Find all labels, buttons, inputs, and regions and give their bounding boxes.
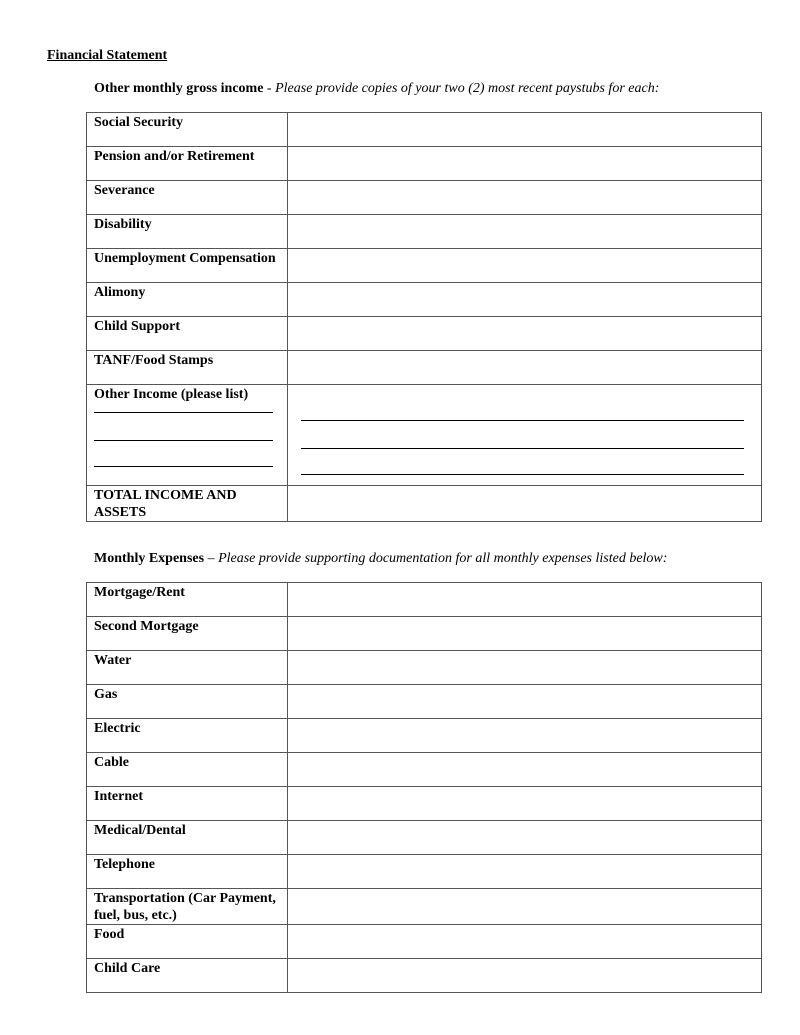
expense-row-value[interactable] (288, 583, 762, 617)
table-row (87, 181, 762, 215)
table-row (87, 351, 762, 385)
total-row (87, 486, 762, 522)
income-row-label: Pension and/or Retirement (87, 147, 288, 181)
income-table (86, 112, 762, 522)
expense-row-label: Food (87, 925, 288, 959)
income-row-value[interactable] (288, 249, 762, 283)
income-row-value[interactable] (288, 283, 762, 317)
expense-row-value[interactable] (288, 787, 762, 821)
table-row (87, 889, 762, 925)
expenses-heading-separator: – (204, 551, 219, 566)
income-row-value[interactable] (288, 181, 762, 215)
table-row (87, 617, 762, 651)
expenses-heading-label: Monthly Expenses (94, 551, 205, 566)
page-title: Financial Statement (47, 48, 168, 63)
expense-row-label: Internet (87, 787, 288, 821)
other-income-amount-cell (288, 385, 762, 486)
expense-row-value[interactable] (288, 719, 762, 753)
income-row-value[interactable] (288, 215, 762, 249)
table-row (87, 821, 762, 855)
expense-row-value[interactable] (288, 925, 762, 959)
other-income-label: Other Income (please list) (94, 387, 249, 402)
table-row (87, 925, 762, 959)
table-row (87, 651, 762, 685)
expense-row-label: Electric (87, 719, 288, 753)
expense-row-label: Water (87, 651, 288, 685)
income-row-label: Disability (87, 215, 288, 249)
expense-row-label: Transportation (Car Payment, fuel, bus, etc.) (87, 889, 288, 925)
expenses-table (86, 582, 762, 993)
expense-row-value[interactable] (288, 617, 762, 651)
other-income-cell (87, 385, 288, 486)
other-income-row (87, 385, 762, 486)
income-row-label: Severance (87, 181, 288, 215)
table-row (87, 753, 762, 787)
income-heading-instructions: Please provide copies of your two (2) most recent paystubs for each: (275, 81, 660, 96)
table-row (87, 215, 762, 249)
income-row-value[interactable] (288, 351, 762, 385)
income-heading-separator: - (263, 81, 276, 96)
expense-row-label: Medical/Dental (87, 821, 288, 855)
income-row-label: Child Support (87, 317, 288, 351)
table-row (87, 787, 762, 821)
table-row (87, 959, 762, 993)
expense-row-label: Second Mortgage (87, 617, 288, 651)
table-row (87, 855, 762, 889)
income-row-label: Social Security (87, 113, 288, 147)
income-row-value[interactable] (288, 113, 762, 147)
total-income-label: TOTAL INCOME AND ASSETS (87, 486, 288, 522)
table-row (87, 317, 762, 351)
expenses-section-heading (94, 551, 667, 567)
table-row (87, 583, 762, 617)
table-row (87, 249, 762, 283)
table-row (87, 147, 762, 181)
table-row (87, 283, 762, 317)
income-row-label: TANF/Food Stamps (87, 351, 288, 385)
expense-row-value[interactable] (288, 889, 762, 925)
table-row (87, 113, 762, 147)
other-income-amount-line[interactable] (301, 420, 744, 421)
expense-row-value[interactable] (288, 855, 762, 889)
other-income-blank-line[interactable] (94, 412, 273, 413)
total-income-value[interactable] (288, 486, 762, 522)
expense-row-label: Cable (87, 753, 288, 787)
expense-row-value[interactable] (288, 685, 762, 719)
other-income-amount-line[interactable] (301, 448, 744, 449)
income-row-label: Unemployment Compensation (87, 249, 288, 283)
expense-row-label: Mortgage/Rent (87, 583, 288, 617)
expenses-heading-instructions: Please provide supporting documentation for all monthly expenses listed below: (218, 551, 668, 566)
other-income-amount-line[interactable] (301, 474, 744, 475)
other-income-blank-line[interactable] (94, 466, 273, 467)
expense-row-label: Gas (87, 685, 288, 719)
expense-row-label: Child Care (87, 959, 288, 993)
expense-row-label: Telephone (87, 855, 288, 889)
income-row-value[interactable] (288, 317, 762, 351)
income-section-heading (94, 81, 659, 97)
table-row (87, 685, 762, 719)
table-row (87, 719, 762, 753)
income-heading-label: Other monthly gross income (94, 81, 264, 96)
expense-row-value[interactable] (288, 959, 762, 993)
expense-row-value[interactable] (288, 651, 762, 685)
income-row-label: Alimony (87, 283, 288, 317)
expense-row-value[interactable] (288, 753, 762, 787)
expense-row-value[interactable] (288, 821, 762, 855)
other-income-blank-line[interactable] (94, 440, 273, 441)
income-row-value[interactable] (288, 147, 762, 181)
